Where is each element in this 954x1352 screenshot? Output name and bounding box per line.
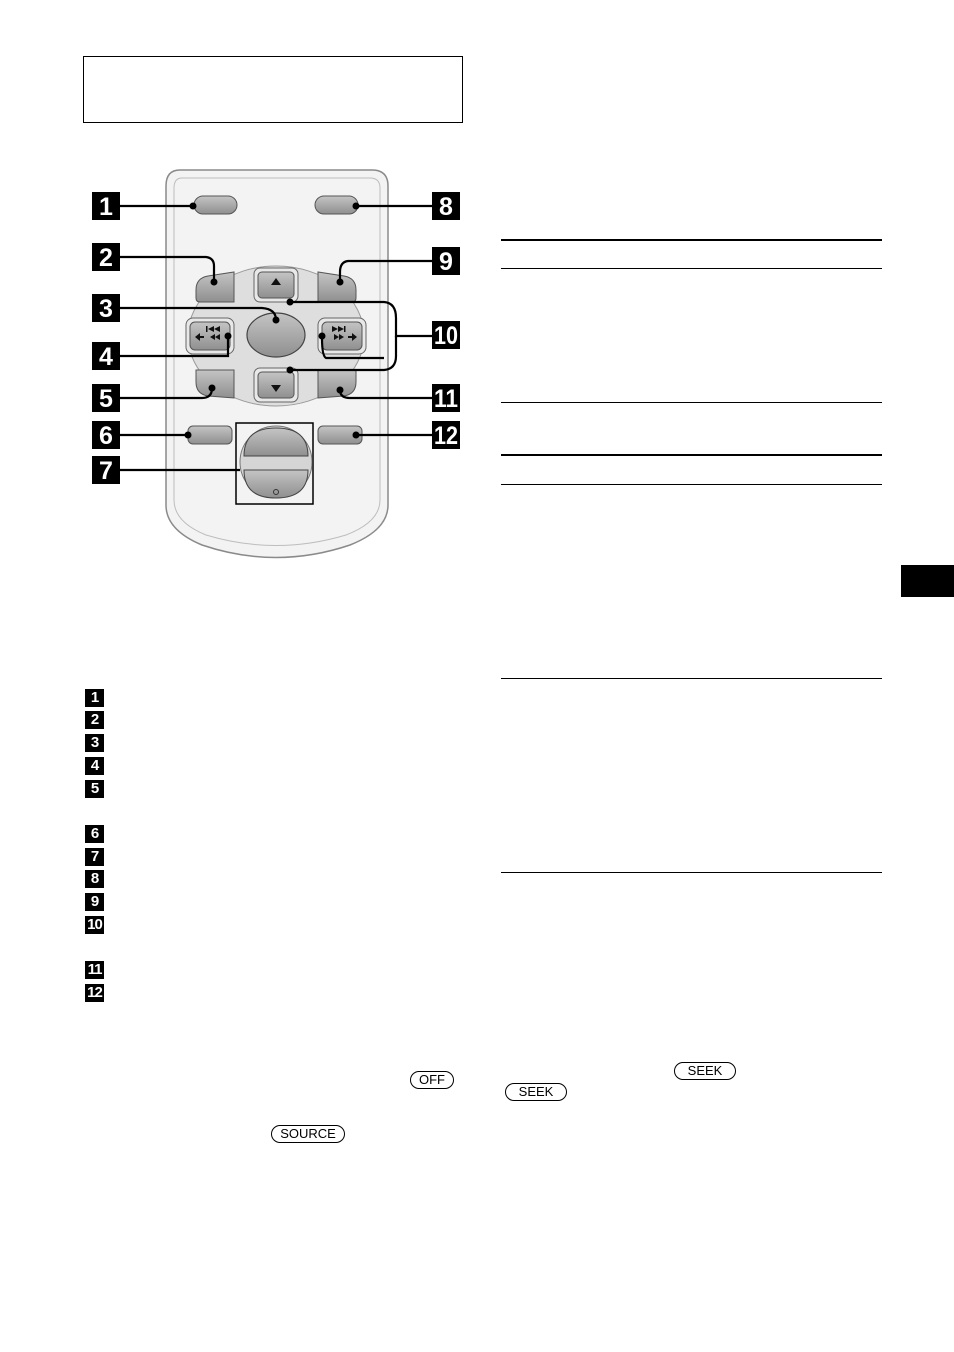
legend-badge-3: 3 (85, 734, 104, 752)
table-rule-top (501, 454, 882, 456)
legend-badge-12: 12 (85, 984, 104, 1002)
svg-text:3: 3 (99, 295, 113, 323)
svg-text:9: 9 (439, 248, 453, 276)
svg-text:1: 1 (99, 193, 113, 221)
off-button-label: OFF (410, 1071, 454, 1089)
table-rule (501, 484, 882, 485)
source-button-label: SOURCE (271, 1125, 345, 1143)
callout-2 (92, 243, 120, 272)
remote-diagram (0, 0, 954, 640)
seek-button-label: SEEK (505, 1083, 567, 1101)
legend-badge-6: 6 (85, 825, 104, 843)
up-button[interactable] (254, 268, 298, 302)
svg-text:7: 7 (99, 457, 113, 485)
legend-badge-4: 4 (85, 757, 104, 775)
callout-9 (432, 247, 460, 276)
svg-text:12: 12 (434, 422, 458, 450)
legend-badge-11: 11 (85, 961, 104, 979)
svg-text:8: 8 (439, 193, 453, 221)
remote-button-5[interactable] (196, 370, 234, 398)
svg-text:11: 11 (434, 385, 459, 413)
legend-badge-8: 8 (85, 870, 104, 888)
svg-text:2: 2 (99, 244, 113, 272)
table-rule (501, 678, 882, 679)
remote-button-8[interactable] (315, 196, 358, 214)
callout-8 (432, 192, 460, 221)
callout-11 (432, 384, 460, 413)
callout-5 (92, 384, 120, 413)
callout-6 (92, 421, 120, 450)
seek-button-label: SEEK (674, 1062, 736, 1080)
table-rule (501, 872, 882, 873)
table-rule-top (501, 239, 882, 241)
svg-text:10: 10 (434, 322, 458, 350)
callout-3 (92, 294, 120, 323)
legend-badge-1: 1 (85, 689, 104, 707)
callout-1 (92, 192, 120, 221)
svg-text:5: 5 (99, 385, 113, 413)
svg-text:4: 4 (99, 343, 113, 371)
legend-badge-5: 5 (85, 780, 104, 798)
svg-text:6: 6 (99, 422, 113, 450)
callout-4 (92, 342, 120, 371)
remote-button-6[interactable] (188, 426, 232, 444)
legend-badge-9: 9 (85, 893, 104, 911)
callout-12 (432, 421, 460, 450)
legend-badge-7: 7 (85, 848, 104, 866)
section-tab (901, 565, 954, 597)
table-rule (501, 268, 882, 269)
remote-button-1[interactable] (194, 196, 237, 214)
table-rule (501, 402, 882, 403)
callout-10 (432, 321, 460, 350)
remote-button-11[interactable] (318, 370, 356, 398)
legend-badge-10: 10 (85, 916, 104, 934)
legend-badge-2: 2 (85, 711, 104, 729)
callout-7 (92, 456, 120, 485)
